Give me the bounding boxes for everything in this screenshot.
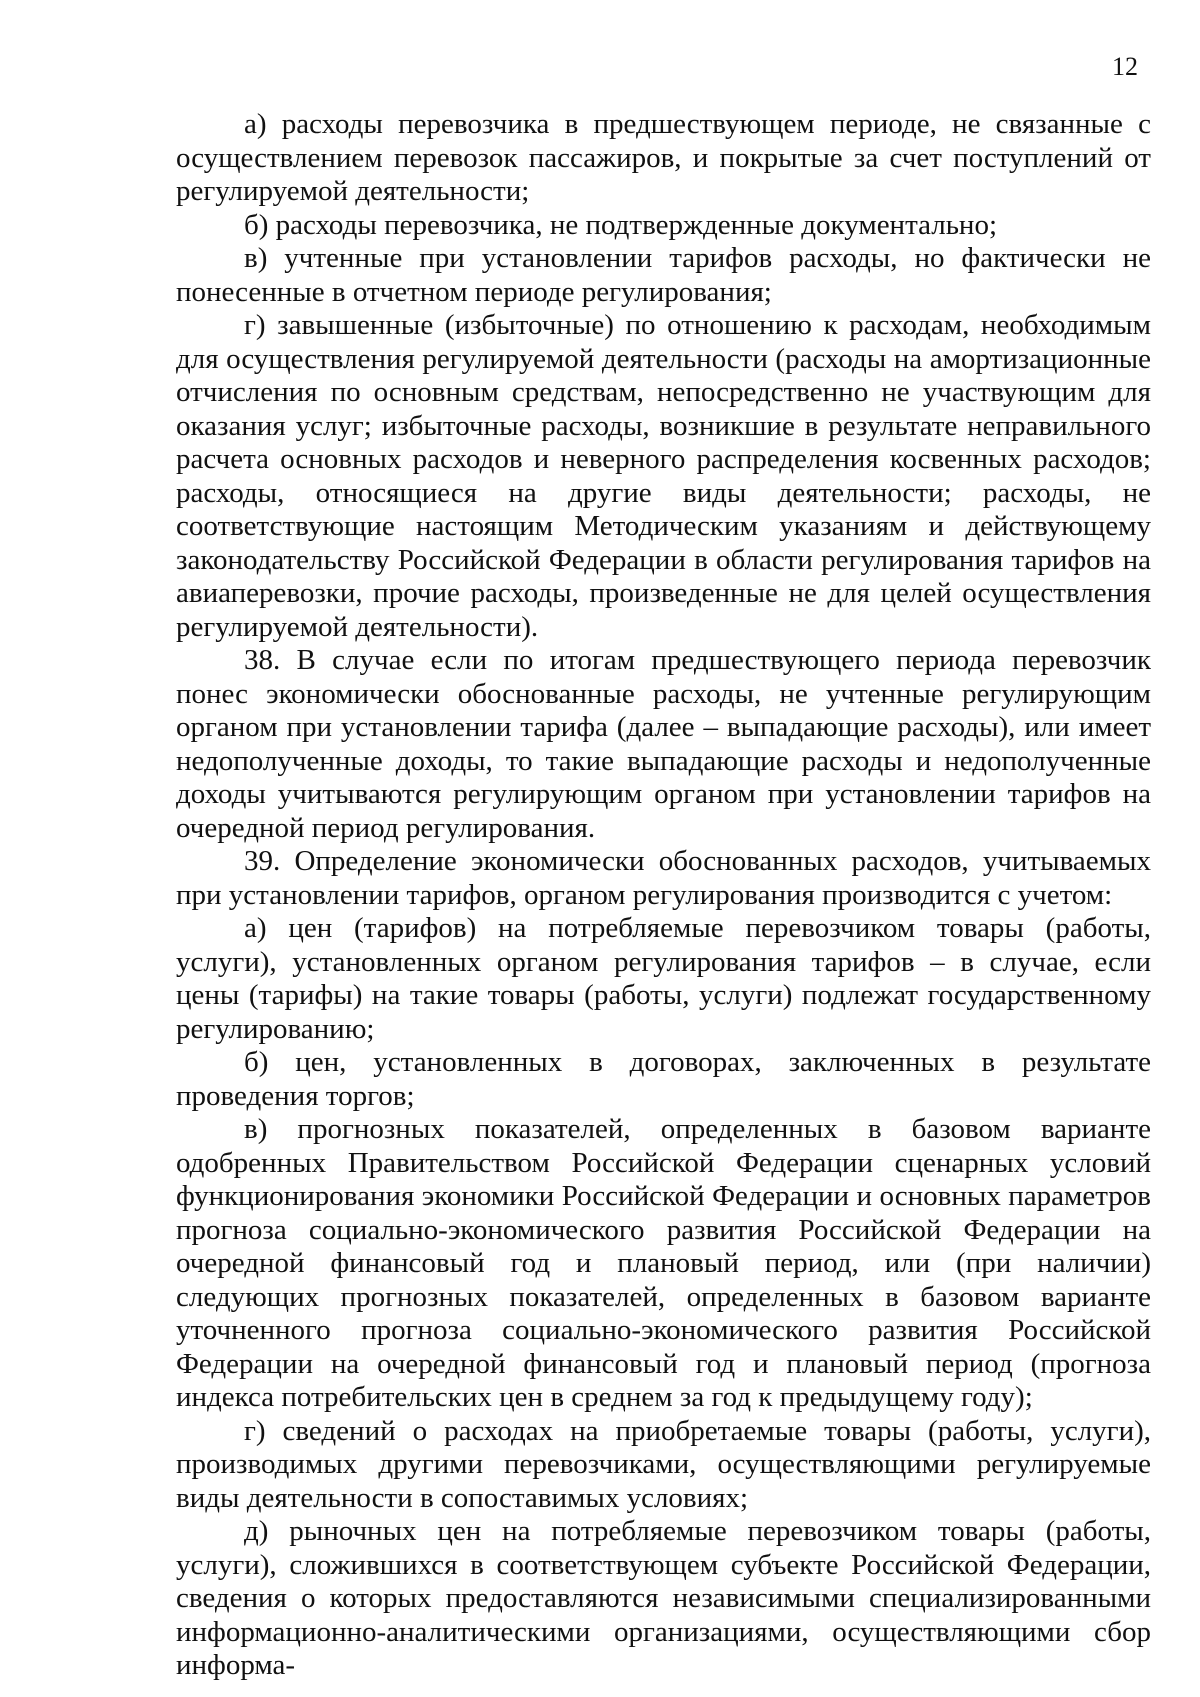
paragraph-39-g-other-carriers: г) сведений о расходах на приобретаемые товары (работы, услуги), производимых другими перевозчиками, осуществляющими регулируемые виды деятельности в сопоставимых условиях; [176, 1414, 1151, 1514]
document-body [176, 108, 1151, 1683]
paragraph-v-unincurred-expenses: в) учтенные при установлении тарифов расходы, но фактически не понесенные в отчетном периоде регулирования; [176, 242, 1151, 308]
paragraph-39-determination: 39. Определение экономически обоснованных расходов, учитываемых при установлении тарифов, органом регулирования производится с учетом: [176, 845, 1151, 911]
paragraph-39-d-market-prices: д) рыночных цен на потребляемые перевозчиком товары (работы, услуги), сложившихся в соответствующем субъекте Российской Федерации, сведения о которых предоставляются независимыми специализированными информационно-аналитическими организациями, осуществляющими сбор информа- [176, 1515, 1151, 1681]
paragraph-39-b-contract-prices: б) цен, установленных в договорах, заключенных в результате проведения торгов; [176, 1046, 1151, 1112]
paragraph-38-shortfall-expenses: 38. В случае если по итогам предшествующего периода перевозчик понес экономически обоснованные расходы, не учтенные регулирующим органом при установлении тарифа (далее – выпадающие расходы), или имеет недополученные доходы, то такие выпадающие расходы и недополученные доходы учитываются регулирующим органом при установлении тарифов на очередной период регулирования. [176, 644, 1151, 844]
paragraph-b-undocumented-expenses: б) расходы перевозчика, не подтвержденные документально; [244, 208, 998, 241]
paragraph-a-expenses-prior-period: а) расходы перевозчика в предшествующем периоде, не связанные с осуществлением перевозок пассажиров, и покрытые за счет поступлений от регулируемой деятельности; [176, 108, 1151, 207]
paragraph-39-a-regulated-prices: а) цен (тарифов) на потребляемые перевозчиком товары (работы, услуги), установленных органом регулирования тарифов – в случае, если цены (тарифы) на такие товары (работы, услуги) подлежат государственному регулированию; [176, 912, 1151, 1045]
page-number: 12 [1112, 52, 1138, 81]
paragraph-39-v-forecast-indicators: в) прогнозных показателей, определенных в базовом варианте одобренных Правительством Российской Федерации сценарных условий функционирования экономики Российской Федерации и основных параметров прогноза социально-экономического развития Российской Федерации на очередной финансовый год и плановый период, или (при наличии) следующих прогнозных показателей, определенных в базовом варианте уточненного прогноза социально-экономического развития Российской Федерации на очередной финансовый год и плановый период (прогноза индекса потребительских цен в среднем за год к предыдущему году); [176, 1113, 1151, 1413]
paragraph-g-excessive-expenses: г) завышенные (избыточные) по отношению к расходам, необходимым для осуществления регулируемой деятельности (расходы на амортизационные отчисления по основным средствам, непосредственно не участвующим для оказания услуг; избыточные расходы, возникшие в результате неправильного расчета основных расходов и неверного распределения косвенных расходов; расходы, относящиеся на другие виды деятельности; расходы, не соответствующие настоящим Методическим указаниям и действующему законодательству Российской Федерации в области регулирования тарифов на авиаперевозки, прочие расходы, произведенные не для целей осуществления регулируемой деятельности). [176, 309, 1151, 643]
